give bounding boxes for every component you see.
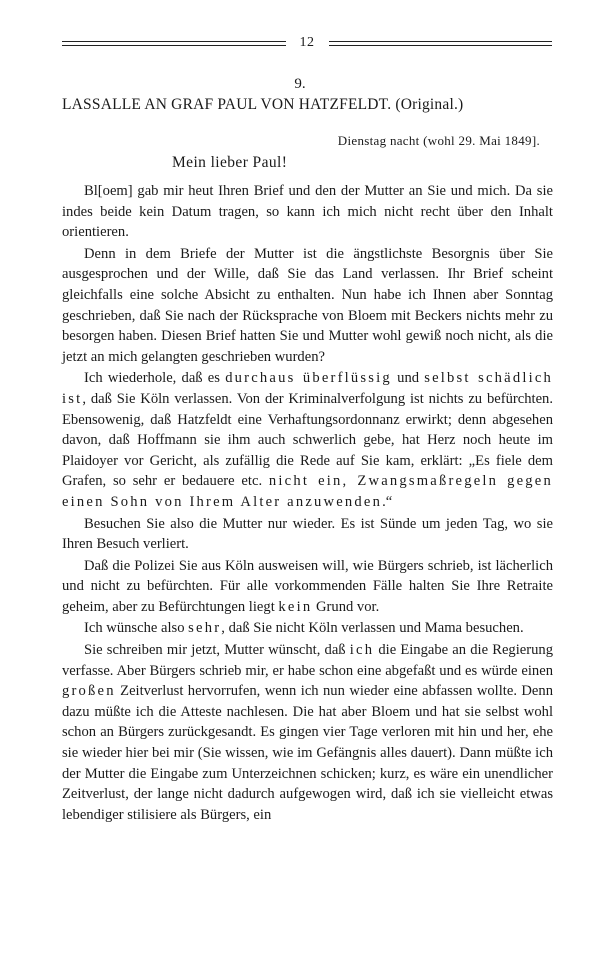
paragraph-text: , daß Sie Köln verlassen. Von der Kriminalverfolgung ist nichts zu befürchten. Ebensowenig, daß Hatzfeldt eine Verhaftungsordonnanz erwirkt; denn abgesehen davon, daß Hoffmann sie ihm auch schwerlich gebe, hat Herz noch heute im Plaidoyer vor Gericht, als zufällig die Rede auf Sie kam, erklärt: „Es fiele dem Grafen, so sehr er bedauere etc. xyxy=(62,390,553,490)
paragraph xyxy=(62,618,553,639)
paragraph-text: Ich wünsche also xyxy=(84,620,189,637)
running-header xyxy=(62,33,552,53)
emphasized-text: ich xyxy=(349,642,375,659)
paragraph: Bl[oem] gab mir heut Ihren Brief und den der Mutter an Sie und mich. Da sie indes beide kein Datum tragen, so kann ich mich nicht recht über den Inhalt orientieren. xyxy=(62,183,553,241)
paragraph-text: die Eingabe an die Regierung verfasse. Aber Bürgers schrieb mir, er habe schon eine abgefaßt und es würde einen xyxy=(62,642,554,679)
header-rule-left xyxy=(62,41,286,46)
emphasized-text: großen xyxy=(62,683,116,700)
paragraph-text: Zeitverlust hervorrufen, wenn ich nun wieder eine abfassen wollte. Denn dazu müßte ich die Atteste nachlesen. Die hat aber Bloem und hat sie selbst wohl schon an Bürgers zurückgesandt. Es gingen vier Tage verloren mit hin und her, ehe sie wieder hier bei mir (Sie wissen, wie im Gefängnis alles dauert). Dann müßte ich der Mutter die Eingabe zum Unterzeichnen schicken; kurz, es wäre ein unendlicher Zeitverlust, der lange nicht dadurch aufgewogen wird, daß ich sie vielleicht etwas lebendiger stilisiere als Bürgers, ein xyxy=(62,683,553,823)
paragraph xyxy=(62,556,553,618)
salutation: Mein lieber Paul! xyxy=(172,154,288,171)
paragraph xyxy=(62,368,553,512)
paragraph-text: Daß die Polizei Sie aus Köln ausweisen will, wie Bürgers schrieb, ist lächerlich und nicht zu befürchten. Für alle vorkommenden Fälle halten Sie Ihre Retraite geheim, aber zu Befürchtungen liegt xyxy=(62,557,553,615)
paragraph-text: Sie schreiben mir jetzt, Mutter wünscht, daß xyxy=(84,642,350,659)
emphasized-text: sehr xyxy=(188,620,222,637)
letter-date: Dienstag nacht (wohl 29. Mai 1849]. xyxy=(337,133,540,148)
emphasized-text: durchaus überflüssig xyxy=(225,370,392,387)
page-number: 12 xyxy=(299,35,315,50)
paragraph: Denn in dem Briefe der Mutter ist die ängstlichste Besorgnis über Sie ausgesprochen und der Wille, daß Sie das Land verlassen. Ihr Brief scheint gleichfalls eine solche Absicht zu enthalten. Nun habe ich Ihnen aber Sonntag geschrieben, daß Sie nach der Rücksprache von Bloem mit Beckers nichts mehr zu besorgen haben. Diesen Brief hatten Sie und Mutter wohl gewiß noch nicht, als die jetzt an mich gelangten geschrieben wurden? xyxy=(62,245,553,365)
paragraph xyxy=(62,640,553,825)
paragraph-text: , daß Sie nicht Köln verlassen und Mama besuchen. xyxy=(221,620,524,637)
header-rule-right xyxy=(329,41,553,46)
paragraph-text: Ich wiederhole, daß es xyxy=(84,370,226,387)
letter-body xyxy=(62,181,553,825)
emphasized-text: nicht ein, Zwangsmaßregeln gegen einen Sohn von Ihrem Alter anzuwenden xyxy=(62,473,553,510)
paragraph: Besuchen Sie also die Mutter nur wieder. Es ist Sünde um jeden Tag, wo sie Ihren Besuch verliert. xyxy=(62,515,553,553)
paragraph-text: und xyxy=(391,370,425,387)
emphasized-text: selbst schädlich ist xyxy=(62,370,554,407)
letter-title: LASSALLE AN GRAF PAUL VON HATZFELDT. (Original.) xyxy=(62,96,464,113)
paragraph-text: .“ xyxy=(382,493,393,510)
letter-number: 9. xyxy=(294,76,306,92)
paragraph-text: Grund vor. xyxy=(312,598,380,615)
emphasized-text: kein xyxy=(278,598,313,615)
